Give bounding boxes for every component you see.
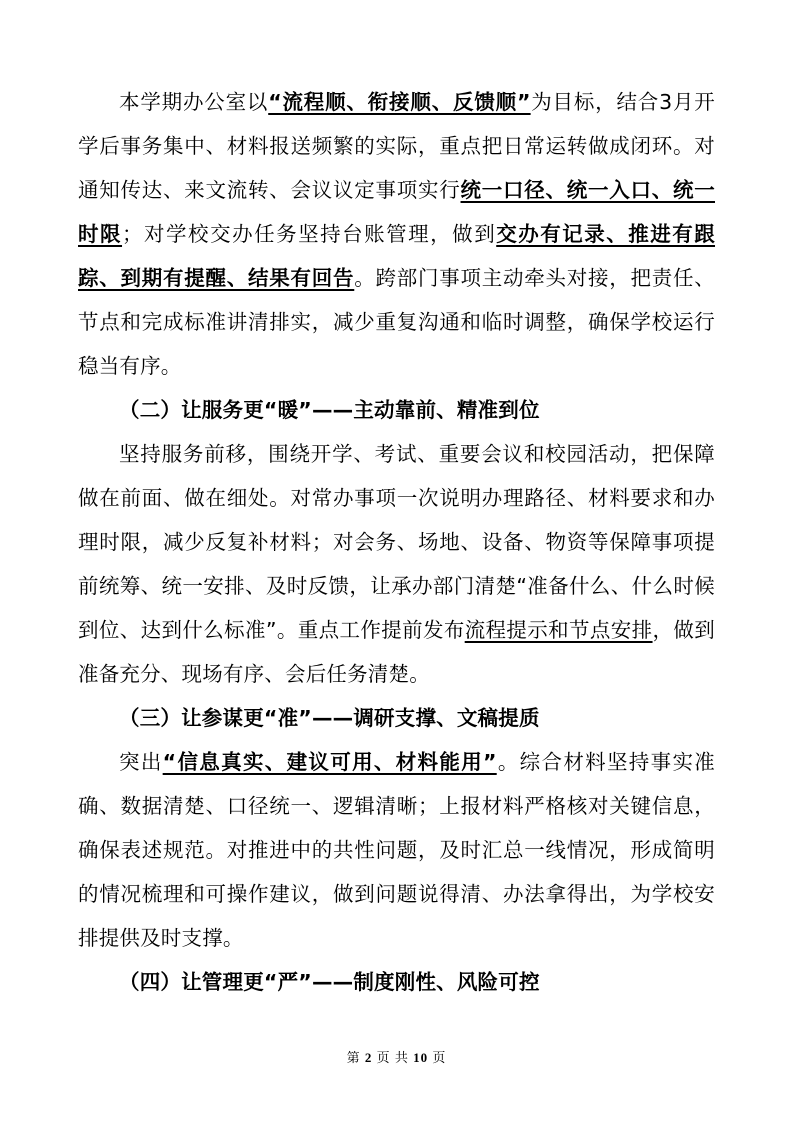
document-body: [78, 80, 715, 1004]
paragraph-advisory: [78, 740, 715, 960]
section-heading-three: [78, 696, 715, 740]
section-heading-two: [78, 388, 715, 432]
run-text: 突出: [119, 750, 163, 774]
paragraph-goal: [78, 80, 715, 388]
run-text: 。跨部门事项主动牵头对接，把责任、节点和完成标准讲清排实，减少重复沟通和临时调整，确保学校运行稳当有序。: [78, 266, 715, 378]
run-text: 坚持服务前移，围绕开学、考试、重要会议和校园活动，把保障做在前面、做在细处。对常办事项一次说明办理路径、材料要求和办理时限，减少反复补材料；对会务、场地、设备、物资等保障事项提前统筹、统一安排、及时反馈，让承办部门清楚“准备什么、什么时候到位、达到什么标准”。重点工作提前发布: [78, 442, 715, 642]
run-text: 本学期办公室以: [119, 90, 269, 114]
run-text: 。综合材料坚持事实准确、数据清楚、口径统一、逻辑清晰；上报材料严格核对关键信息，确保表述规范。对推进中的共性问题，及时汇总一线情况，形成简明的情况梳理和可操作建议，做到问题说得清、办法拿得出，为学校安排提供及时支撑。: [78, 750, 715, 950]
paragraph-service: [78, 432, 715, 696]
run-emphasis: “流程顺、衔接顺、反馈顺”: [268, 90, 531, 114]
footer-suffix: 页: [432, 1050, 447, 1065]
heading-text: （四）让管理更“严”——制度刚性、风险可控: [119, 970, 540, 994]
run-text: 为目标，结合3月开学后事务集中、材料报送频繁的实际，重点把日常运转做成闭环。对通知传达、来文流转、会议议定事项实行: [78, 90, 715, 202]
run-emphasis: 统一口径、统一入口、统一时限: [78, 178, 715, 246]
heading-text: （二）让服务更“暖”——主动靠前、精准到位: [119, 398, 540, 422]
footer-prefix: 第: [346, 1050, 361, 1065]
footer-middle: 页 共: [376, 1050, 409, 1065]
run-emphasis: “信息真实、建议可用、材料能用”: [162, 750, 497, 774]
run-text: ；对学校交办任务坚持台账管理，做到: [122, 222, 497, 246]
footer-total-pages: 10: [413, 1050, 429, 1065]
heading-text: （三）让参谋更“准”——调研支撑、文稿提质: [119, 706, 540, 730]
section-heading-four: [78, 960, 715, 1004]
run-underline: 流程提示和节点安排: [464, 618, 653, 642]
run-emphasis: 交办有记录、推进有跟踪、到期有提醒、结果有回告: [78, 222, 716, 290]
page-footer: [0, 1047, 793, 1066]
run-text: ，做到准备充分、现场有序、会后任务清楚。: [78, 618, 715, 686]
footer-current-page: 2: [364, 1050, 373, 1065]
